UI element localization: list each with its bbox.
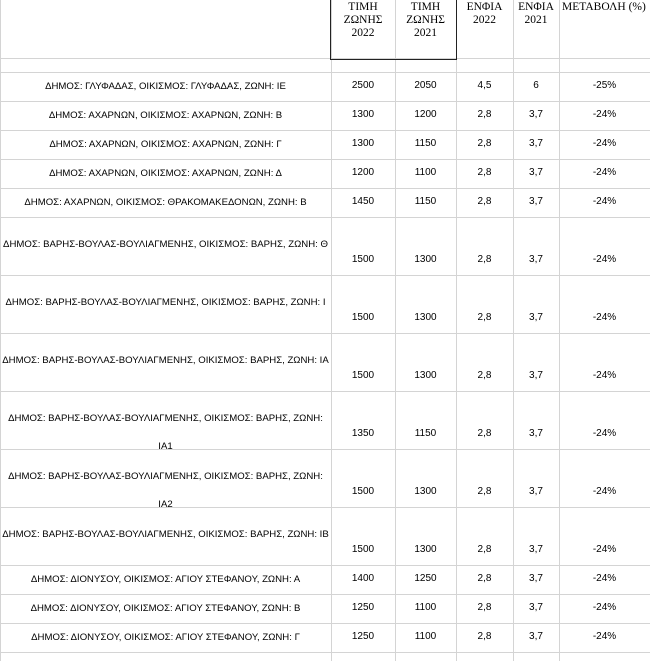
cell-tz2022[interactable]: 1400	[351, 573, 375, 584]
cell-tz2021[interactable]: 1100	[414, 167, 437, 178]
cell-change[interactable]: -25%	[592, 80, 617, 91]
cell-enfia2022[interactable]: 2,8	[477, 602, 492, 613]
cell-tz2021[interactable]: 1100	[414, 631, 437, 642]
cell-tz2022[interactable]: 1350	[351, 428, 375, 439]
grid-vline	[456, 0, 457, 661]
cell-tz2021[interactable]: 1300	[414, 544, 437, 555]
row-label[interactable]: ΔΗΜΟΣ: ΓΛΥΦΑΔΑΣ, ΟΙΚΙΣΜΟΣ: ΓΛΥΦΑΔΑΣ, ΖΩΝΗ: ΙΕ	[45, 81, 286, 92]
cell-tz2021[interactable]: 1250	[414, 573, 437, 584]
row-label[interactable]: ΔΗΜΟΣ: ΒΑΡΗΣ-ΒΟΥΛΑΣ-ΒΟΥΛΙΑΓΜΕΝΗΣ, ΟΙΚΙΣΜΟΣ: ΒΑΡΗΣ, ΖΩΝΗ: ΙΒ	[2, 529, 329, 540]
cell-enfia2022[interactable]: 2,8	[477, 312, 492, 323]
cell-tz2022[interactable]: 1500	[351, 254, 375, 265]
header-enfia2021[interactable]: ΕΝΦΙΑ 2021	[518, 1, 554, 26]
cell-tz2022[interactable]: 1250	[351, 602, 375, 613]
row-label[interactable]: ΔΗΜΟΣ: ΔΙΟΝΥΣΟΥ, ΟΙΚΙΣΜΟΣ: ΑΓΙΟΥ ΣΤΕΦΑΝΟΥ, ΖΩΝΗ: Α	[30, 574, 301, 585]
cell-change[interactable]: -24%	[592, 631, 617, 642]
cell-change[interactable]: -24%	[592, 138, 617, 149]
row-label[interactable]: ΔΗΜΟΣ: ΔΙΟΝΥΣΟΥ, ΟΙΚΙΣΜΟΣ: ΑΓΙΟΥ ΣΤΕΦΑΝΟΥ, ΖΩΝΗ: Β	[30, 603, 301, 614]
cell-enfia2021[interactable]: 3,7	[529, 196, 543, 207]
cell-tz2021[interactable]: 1300	[414, 486, 437, 497]
header-tz2021[interactable]: ΤΙΜΗ ΖΩΝΗΣ 2021	[406, 1, 445, 39]
header-tz2022[interactable]: ΤΙΜΗ ΖΩΝΗΣ 2022	[343, 1, 383, 39]
grid-vline	[559, 0, 560, 661]
grid-hline	[0, 72, 650, 73]
grid-hline	[0, 159, 650, 160]
cell-enfia2021[interactable]: 3,7	[529, 254, 543, 265]
row-label[interactable]: ΔΗΜΟΣ: ΔΙΟΝΥΣΟΥ, ΟΙΚΙΣΜΟΣ: ΑΓΙΟΥ ΣΤΕΦΑΝΟΥ, ΖΩΝΗ: Γ	[31, 632, 300, 643]
cell-enfia2021[interactable]: 3,7	[529, 109, 543, 120]
cell-enfia2021[interactable]: 3,7	[529, 602, 543, 613]
cell-enfia2022[interactable]: 2,8	[477, 138, 492, 149]
grid-hline	[0, 391, 650, 392]
row-label[interactable]: ΔΗΜΟΣ: ΑΧΑΡΝΩΝ, ΟΙΚΙΣΜΟΣ: ΑΧΑΡΝΩΝ, ΖΩΝΗ: Δ	[49, 168, 282, 179]
cell-tz2021[interactable]: 1300	[414, 254, 437, 265]
row-label[interactable]: ΔΗΜΟΣ: ΒΑΡΗΣ-ΒΟΥΛΑΣ-ΒΟΥΛΙΑΓΜΕΝΗΣ, ΟΙΚΙΣΜΟΣ: ΒΑΡΗΣ, ΖΩΝΗ: Θ	[3, 239, 328, 250]
cell-enfia2021[interactable]: 3,7	[529, 138, 543, 149]
cell-enfia2022[interactable]: 2,8	[477, 167, 492, 178]
grid-vline	[395, 0, 396, 661]
cell-enfia2021[interactable]: 3,7	[529, 167, 543, 178]
cell-change[interactable]: -24%	[592, 312, 617, 323]
row-label[interactable]: ΔΗΜΟΣ: ΒΑΡΗΣ-ΒΟΥΛΑΣ-ΒΟΥΛΙΑΓΜΕΝΗΣ, ΟΙΚΙΣΜΟΣ: ΒΑΡΗΣ, ΖΩΝΗ: Ι	[5, 297, 326, 308]
cell-change[interactable]: -24%	[592, 254, 617, 265]
cell-tz2021[interactable]: 1100	[414, 602, 437, 613]
grid-hline	[0, 188, 650, 189]
cell-change[interactable]: -24%	[592, 573, 617, 584]
cell-change[interactable]: -24%	[592, 109, 617, 120]
cell-enfia2021[interactable]: 3,7	[529, 428, 543, 439]
cell-change[interactable]: -24%	[592, 370, 617, 381]
cell-enfia2022[interactable]: 2,8	[477, 486, 492, 497]
row-label[interactable]: ΔΗΜΟΣ: ΑΧΑΡΝΩΝ, ΟΙΚΙΣΜΟΣ: ΑΧΑΡΝΩΝ, ΖΩΝΗ: Γ	[49, 139, 282, 150]
grid-hline	[0, 623, 650, 624]
grid-hline	[0, 594, 650, 595]
cell-tz2022[interactable]: 1300	[351, 109, 375, 120]
cell-change[interactable]: -24%	[592, 602, 617, 613]
cell-tz2021[interactable]: 1300	[414, 370, 437, 381]
cell-enfia2021[interactable]: 3,7	[529, 486, 543, 497]
cell-tz2022[interactable]: 1200	[351, 167, 375, 178]
header-enfia2022[interactable]: ΕΝΦΙΑ 2022	[466, 1, 503, 26]
cell-enfia2022[interactable]: 2,8	[477, 370, 492, 381]
cell-enfia2022[interactable]: 2,8	[477, 573, 492, 584]
cell-tz2021[interactable]: 2050	[414, 80, 437, 91]
row-label[interactable]: ΔΗΜΟΣ: ΑΧΑΡΝΩΝ, ΟΙΚΙΣΜΟΣ: ΑΧΑΡΝΩΝ, ΖΩΝΗ: Β	[48, 110, 283, 121]
cell-tz2021[interactable]: 1150	[414, 138, 437, 149]
cell-tz2021[interactable]: 1150	[414, 428, 437, 439]
grid-vline	[0, 0, 1, 661]
grid-hline	[0, 58, 650, 59]
cell-enfia2021[interactable]: 3,7	[529, 544, 543, 555]
grid-vline	[331, 0, 332, 661]
grid-hline	[0, 130, 650, 131]
cell-enfia2021[interactable]: 3,7	[529, 370, 543, 381]
cell-enfia2021[interactable]: 6	[533, 80, 539, 91]
grid-vline	[513, 0, 514, 661]
cell-enfia2021[interactable]: 3,7	[529, 573, 543, 584]
cell-tz2022[interactable]: 1300	[351, 138, 375, 149]
cell-enfia2021[interactable]: 3,7	[529, 631, 543, 642]
cell-change[interactable]: -24%	[592, 544, 617, 555]
grid-hline	[0, 333, 650, 334]
cell-enfia2022[interactable]: 2,8	[477, 544, 492, 555]
cell-tz2022[interactable]: 1500	[351, 312, 375, 323]
grid-hline	[0, 275, 650, 276]
cell-tz2021[interactable]: 1150	[414, 196, 437, 207]
cell-change[interactable]: -24%	[592, 167, 617, 178]
cell-enfia2022[interactable]: 2,8	[477, 254, 492, 265]
grid-hline	[0, 652, 650, 653]
cell-enfia2022[interactable]: 2,8	[477, 428, 492, 439]
row-label[interactable]: ΔΗΜΟΣ: ΒΑΡΗΣ-ΒΟΥΛΑΣ-ΒΟΥΛΙΑΓΜΕΝΗΣ, ΟΙΚΙΣΜΟΣ: ΒΑΡΗΣ, ΖΩΝΗ: ΙΑ	[2, 355, 329, 366]
grid-hline	[0, 101, 650, 102]
cell-change[interactable]: -24%	[592, 428, 617, 439]
cell-change[interactable]: -24%	[592, 486, 617, 497]
header-change[interactable]: ΜΕΤΑΒΟΛΗ (%)	[562, 1, 646, 13]
cell-enfia2022[interactable]: 2,8	[477, 196, 492, 207]
grid-hline	[0, 565, 650, 566]
cell-enfia2022[interactable]: 4,5	[477, 80, 492, 91]
cell-tz2022[interactable]: 1500	[351, 544, 375, 555]
cell-tz2022[interactable]: 1250	[351, 631, 375, 642]
cell-tz2022[interactable]: 1500	[351, 370, 375, 381]
cell-tz2022[interactable]: 2500	[351, 80, 375, 91]
cell-tz2021[interactable]: 1300	[414, 312, 437, 323]
cell-enfia2022[interactable]: 2,8	[477, 631, 492, 642]
header-selection-border	[330, 0, 457, 60]
grid-hline	[0, 217, 650, 218]
cell-enfia2021[interactable]: 3,7	[529, 312, 543, 323]
row-label[interactable]: ΔΗΜΟΣ: ΒΑΡΗΣ-ΒΟΥΛΑΣ-ΒΟΥΛΙΑΓΜΕΝΗΣ, ΟΙΚΙΣΜΟΣ: ΒΑΡΗΣ, ΖΩΝΗ: ΙΑ2	[8, 471, 323, 510]
cell-tz2022[interactable]: 1500	[351, 486, 375, 497]
row-label[interactable]: ΔΗΜΟΣ: ΑΧΑΡΝΩΝ, ΟΙΚΙΣΜΟΣ: ΘΡΑΚΟΜΑΚΕΔΟΝΩΝ, ΖΩΝΗ: Β	[24, 197, 307, 208]
row-label[interactable]: ΔΗΜΟΣ: ΒΑΡΗΣ-ΒΟΥΛΑΣ-ΒΟΥΛΙΑΓΜΕΝΗΣ, ΟΙΚΙΣΜΟΣ: ΒΑΡΗΣ, ΖΩΝΗ: ΙΑ1	[8, 413, 323, 452]
cell-tz2022[interactable]: 1450	[351, 196, 375, 207]
cell-tz2021[interactable]: 1200	[414, 109, 437, 120]
cell-change[interactable]: -24%	[592, 196, 617, 207]
cell-enfia2022[interactable]: 2,8	[477, 109, 492, 120]
